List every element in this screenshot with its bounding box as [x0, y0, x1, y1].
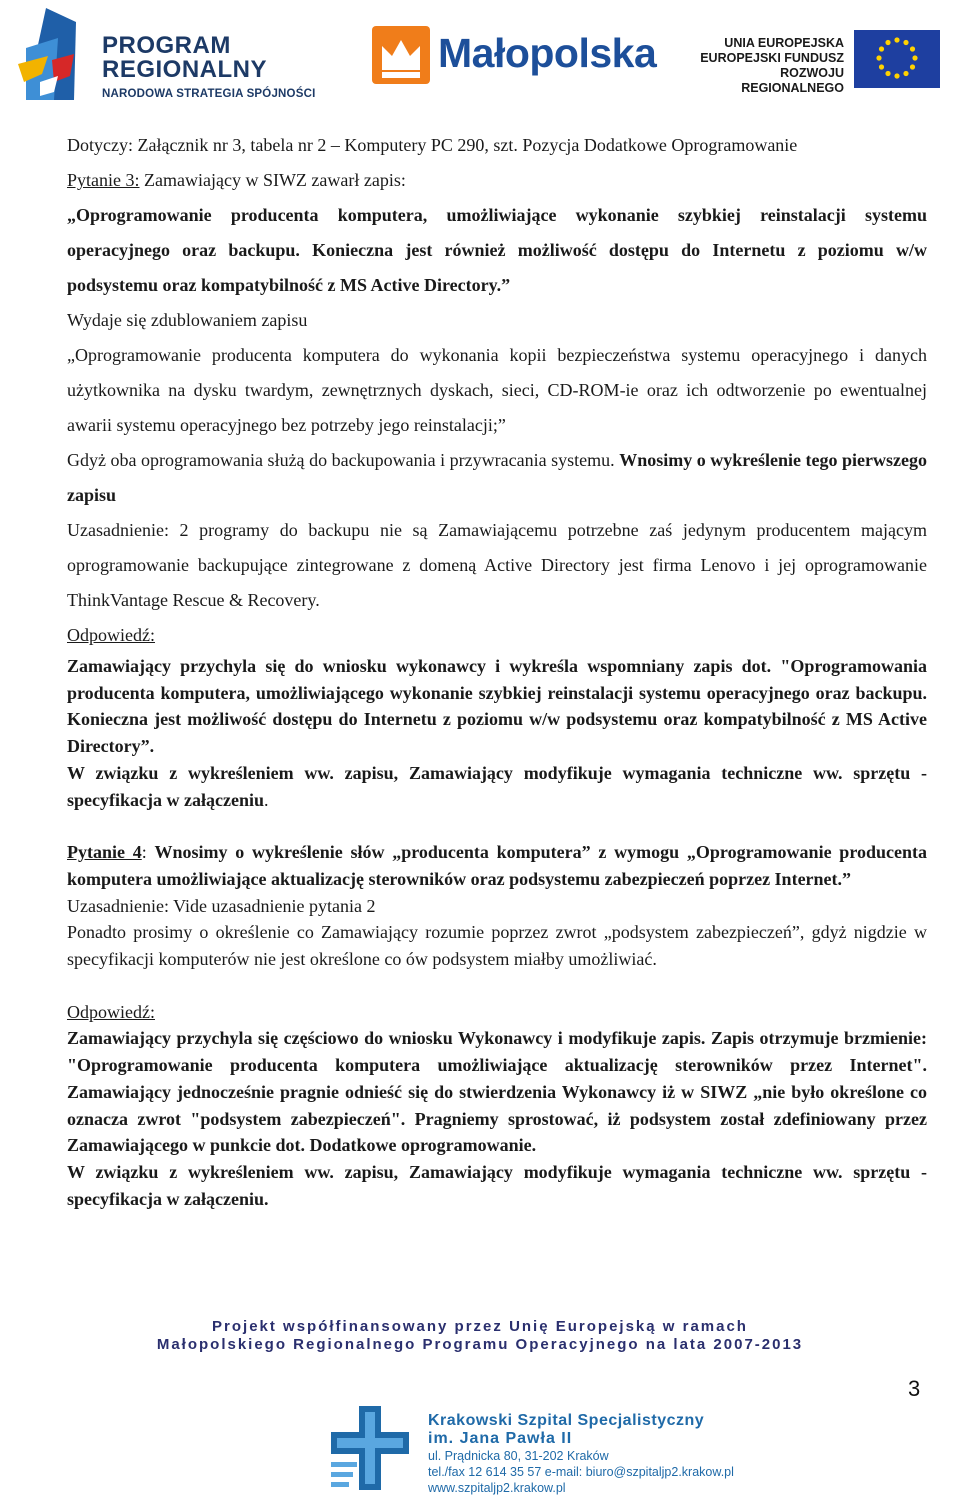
- hospital-subname: im. Jana Pawła II: [428, 1430, 573, 1447]
- answer-4-modify: W związku z wykreśleniem ww. zapisu, Zamawiający modyfikuje wymagania techniczne ww. sprzętu - specyfikacja w załączeniu.: [67, 1161, 927, 1209]
- hospital-cross-logo-icon: [325, 1398, 415, 1498]
- page-number: 3: [908, 1376, 921, 1401]
- question-4-label: Pytanie 4: [67, 842, 142, 863]
- question-3-request: Wnosimy o wykreślenie tego pierwszego zapisu: [67, 450, 927, 505]
- question-3-label: Pytanie 3:: [67, 170, 140, 190]
- subject-line: Dotyczy: Załącznik nr 3, tabela nr 2 – Komputery PC 290, szt. Pozycja Dodatkowe Oprogramowanie: [67, 135, 798, 155]
- program-line2: REGIONALNY: [102, 56, 268, 83]
- answer-3-label: Odpowiedź:: [67, 625, 155, 645]
- question-3-quote: „Oprogramowanie producenta komputera, umożliwiające wykonanie szybkiej reinstalacji systemu operacyjnego oraz backupu. Konieczna jest również możliwość dostępu do Internetu z poziomu w/w podsystemu oraz kompatybilność z MS Active Directory.”: [67, 205, 927, 295]
- question-4-paragraph: [67, 839, 927, 892]
- answer-3-text: Zamawiający przychyla się do wniosku wykonawcy i wykreśla wspomniany zapis dot. "Oprogramowania producenta komputera, umożliwiającego wykonanie szybkiej reinstalacji systemu operacyjnego oraz backupu. Konieczna jest możliwość dostępu do Internetu z poziomu w/w podsystemu oraz kompatybilność z MS Active Directory”.: [67, 656, 927, 757]
- eu-line2: EUROPEJSKI FUNDUSZ: [700, 51, 844, 65]
- eu-text: [690, 36, 844, 96]
- question-3-doubled: Wydaje się zdublowaniem zapisu: [67, 310, 308, 330]
- program-regionalny-text: [102, 34, 315, 100]
- malopolska-crown-icon: [372, 26, 432, 86]
- page-header: [0, 0, 960, 112]
- answer-3-period: .: [263, 789, 269, 810]
- answer-4-text: Zamawiający przychyla się częściowo do wniosku Wykonawcy i modyfikuje zapis. Zapis otrzymuje brzmienie: "Oprogramowanie producenta komputera umożliwiające aktualizację sterowników przez Internet". Zamawiający jednocześnie pragnie odnieść się do stwierdzenia Wykonawcy iż w SIWZ „nie było określone co oznacza zwrot "podsystem zabezpieczeń". Pragniemy sprostować, iż podsystem został zdefiniowany przez Zamawiającego w punkcie dot. Dodatkowe oprogramowanie.: [67, 1028, 927, 1156]
- answer-3-modify-paragraph: [67, 760, 927, 813]
- question-3-quote2: „Oprogramowanie producenta komputera do wykonania kopii bezpieczeństwa systemu operacyjnego i danych użytkownika na dysku twardym, zewnętrznych dyskach, sieci, CD-ROM-ie oraz ich odtworzenie po ewentualnej awarii systemu operacyjnego bez potrzeby jego reinstalacji;”: [67, 345, 927, 435]
- question-3-request-paragraph: [67, 443, 927, 513]
- hospital-info: [428, 1412, 734, 1496]
- hospital-contact: tel./fax 12 614 35 57 e-mail: biuro@szpitaljp2.krakow.pl: [428, 1465, 734, 1479]
- program-regionalny-emblem-icon: [18, 8, 88, 104]
- question-3-intro: Zamawiający w SIWZ zawarł zapis:: [139, 170, 406, 190]
- spacer: [67, 813, 927, 839]
- question-4-extra: Ponadto prosimy o określenie co Zamawiający rozumie poprzez zwrot „podsystem zabezpieczeń”, gdyż nigdzie w specyfikacji komputerów nie jest określone co ów podsystem miałby umożliwiać.: [67, 922, 927, 970]
- hospital-website: www.szpitaljp2.krakow.pl: [428, 1481, 566, 1495]
- document-body: [67, 128, 927, 1212]
- question-4-colon: :: [141, 842, 155, 863]
- malopolska-logo: [372, 26, 657, 86]
- malopolska-text: Małopolska: [438, 30, 657, 76]
- hospital-footer: [325, 1398, 945, 1498]
- program-line1: PROGRAM: [102, 32, 231, 59]
- eu-line1: UNIA EUROPEJSKA: [724, 36, 844, 50]
- project-cofinancing-note: [0, 1318, 960, 1354]
- question-3-heading: [67, 163, 927, 198]
- question-3-justification: Uzasadnienie: 2 programy do backupu nie są Zamawiającemu potrzebne zaś jedynym producentem mającym oprogramowanie backupujące zintegrowane z domeną Active Directory jest firma Lenovo i jej oprogramowanie ThinkVantage Rescue & Recovery.: [67, 520, 927, 610]
- answer-3-modify: W związku z wykreśleniem ww. zapisu, Zamawiający modyfikuje wymagania techniczne ww. sprzętu - specyfikacja w załączeniu: [67, 762, 927, 810]
- answer-4-label: Odpowiedź:: [67, 1001, 155, 1022]
- project-line2: Małopolskiego Regionalnego Programu Operacyjnego na lata 2007-2013: [156, 1336, 804, 1353]
- program-regionalny-logo: [18, 8, 318, 104]
- question-4-text: Wnosimy o wykreślenie słów „producenta komputera” z wymogu „Oprogramowanie producenta komputera umożliwiające aktualizację sterowników oraz podsystemu zabezpieczeń poprzez Internet.”: [67, 842, 927, 889]
- program-line3: NARODOWA STRATEGIA SPÓJNOŚCI: [102, 88, 316, 100]
- hospital-address: ul. Prądnicka 80, 31-202 Kraków: [428, 1449, 609, 1463]
- spacer: [67, 973, 927, 999]
- eu-line3: ROZWOJU REGIONALNEGO: [741, 66, 844, 95]
- hospital-name: Krakowski Szpital Specjalistyczny: [428, 1412, 705, 1429]
- question-4-justification: Uzasadnienie: Vide uzasadnienie pytania 2: [67, 895, 376, 916]
- eu-logo: [690, 30, 942, 95]
- question-3-because: Gdyż oba oprogramowania służą do backupowania i przywracania systemu.: [67, 450, 620, 470]
- project-line1: Projekt współfinansowany przez Unię Europejską w ramach: [212, 1318, 748, 1335]
- eu-flag-icon: [854, 30, 940, 88]
